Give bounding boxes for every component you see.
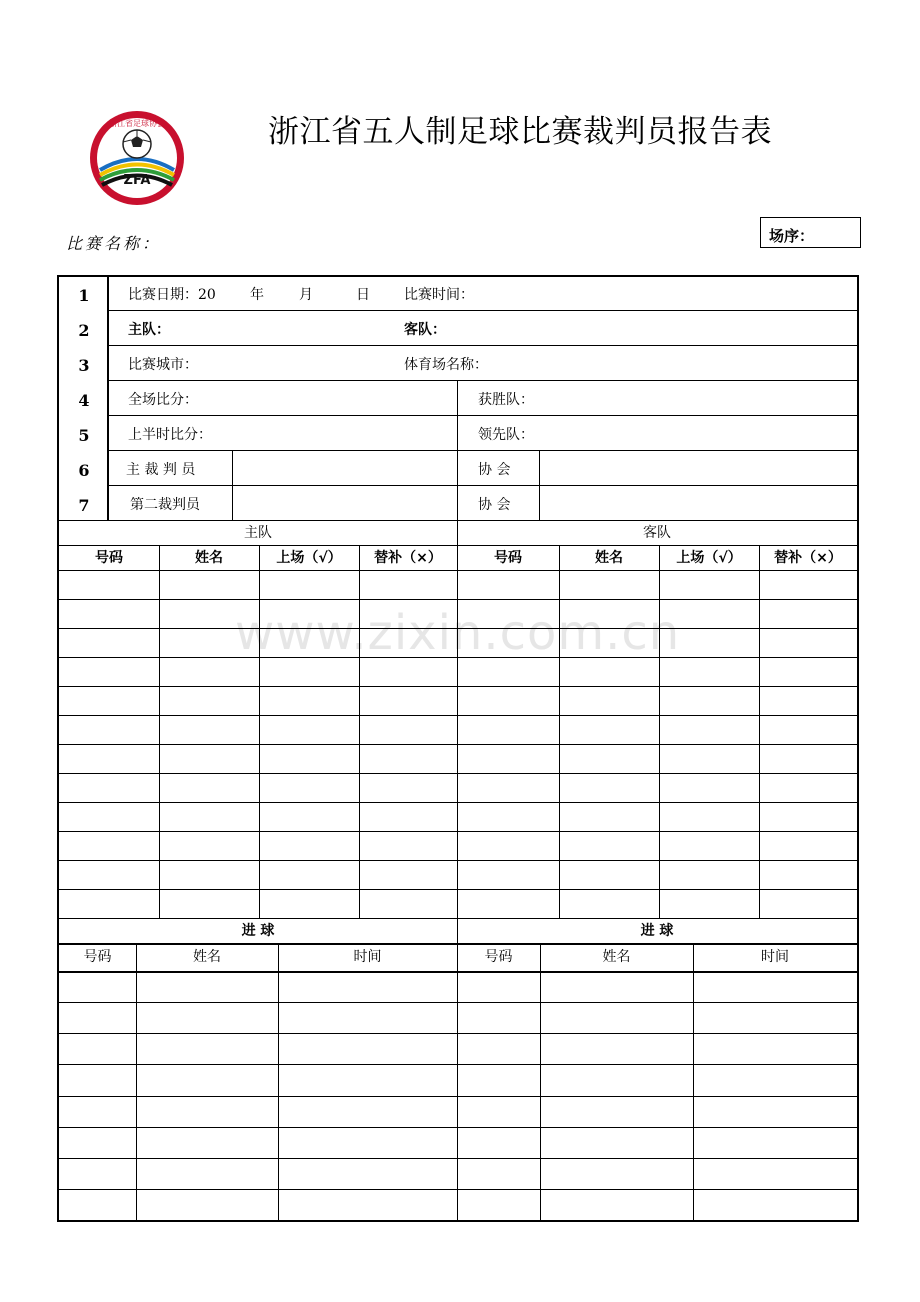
home-roster-header: 主队 [244,525,272,541]
grid-column-line [159,545,160,918]
grid-row-line [59,831,857,832]
grid-row-line [59,657,857,658]
match-name-label: 比赛名称： [66,234,162,253]
year-label: 年 [250,287,264,303]
home-goal-col-time: 时间 [353,949,382,965]
row-number: 2 [78,321,90,340]
match-date-label: 比赛日期：20 [128,287,216,303]
home-goal-col-name: 姓名 [193,949,221,965]
home-team-label: 主队： [128,322,170,338]
page-title: 浙江省五人制足球比赛裁判员报告表 [268,114,772,150]
row-number: 7 [78,496,90,515]
grid-row-line [59,1158,857,1159]
seq-label: 场序： [769,227,815,245]
home-goal-col-number: 号码 [83,949,112,965]
grid-row-line [59,744,857,745]
second-referee-label: 第二裁判员 [130,497,200,513]
grid-row-line [59,570,857,571]
grid-row-line [59,971,857,973]
away-goal-col-name: 姓名 [602,949,631,965]
away-col-name: 姓名 [595,550,623,566]
home-col-played: 上场（√） [276,550,342,566]
grid-row-line [59,686,857,687]
grid-row-line [59,802,857,803]
grid-column-line [359,545,360,918]
row-number: 3 [78,356,90,375]
grid-row-line [59,1064,857,1065]
match-city-label: 比赛城市： [128,357,198,373]
home-col-name: 姓名 [195,550,223,566]
winning-team-label: 获胜队： [478,392,534,408]
grid-row-line [59,715,857,716]
away-goals-header: 进 球 [640,923,674,939]
grid-column-line [659,545,660,918]
away-col-substitute: 替补（×） [774,550,842,566]
association-label: 协 会 [478,462,511,478]
grid-column-line [759,545,760,918]
home-goals-header: 进 球 [241,923,275,939]
away-roster-header: 客队 [643,525,671,541]
away-goal-col-number: 号码 [484,949,513,965]
home-col-substitute: 替补（×） [374,550,442,566]
grid-row-line [59,1189,857,1190]
grid-row-line [59,628,857,629]
logo-text: ZFA [123,173,151,188]
zfa-logo [86,108,188,208]
half-time-score-label: 上半时比分： [128,427,212,443]
grid-column-line [693,943,694,1220]
away-goal-col-time: 时间 [761,949,789,965]
home-col-number: 号码 [95,550,123,566]
row-number: 6 [78,461,90,480]
association-label: 协 会 [478,497,511,513]
day-label: 日 [356,287,370,303]
row-number: 1 [78,286,90,305]
grid-column-line [278,943,279,1220]
row-number: 5 [78,426,90,445]
leading-team-label: 领先队： [478,427,534,443]
grid-row-line [59,773,857,774]
grid-column-line [259,545,260,918]
away-col-played: 上场（√） [676,550,742,566]
match-time-label: 比赛时间： [404,287,474,303]
month-label: 月 [299,287,313,303]
stadium-name-label: 体育场名称： [404,357,488,373]
grid-row-line [59,860,857,861]
grid-column-line [540,943,541,1220]
report-form [57,275,859,1222]
away-col-number: 号码 [494,550,522,566]
grid-row-line [59,599,857,600]
row-number: 4 [78,391,90,410]
grid-column-line [136,943,137,1220]
full-time-score-label: 全场比分： [128,392,198,408]
watermark: www.zixin.com.cn [235,605,681,661]
grid-row-line [59,1096,857,1097]
grid-row-line [59,889,857,890]
grid-row-line [59,1002,857,1003]
grid-row-line [59,1127,857,1128]
referee-label: 主 裁 判 员 [126,462,196,478]
match-sequence-field[interactable] [760,217,861,248]
logo-ring-text: 浙江省足球协会 [109,119,165,128]
grid-row-line [59,1033,857,1034]
away-team-label: 客队： [404,322,446,338]
grid-column-line [559,545,560,918]
